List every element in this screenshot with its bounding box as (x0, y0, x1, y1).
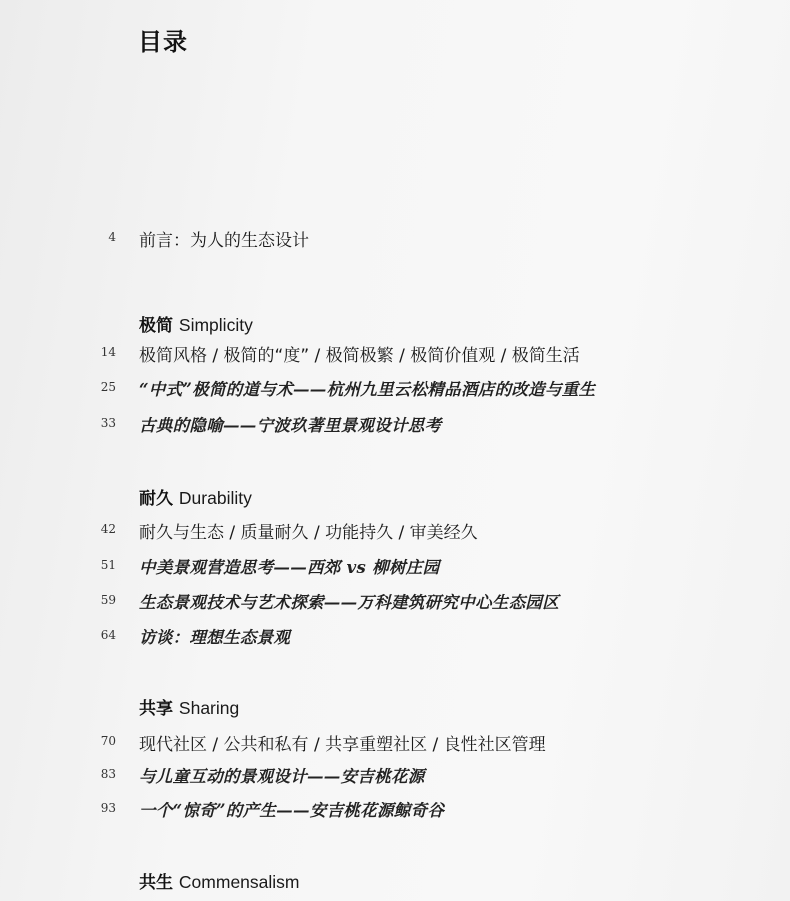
toc-entry[interactable] (0, 624, 790, 648)
entry-title: 生态景观技术与艺术探索——万科建筑研究中心生态园区 (139, 593, 559, 612)
toc-entry[interactable] (0, 376, 790, 400)
section-zh: 极简 (139, 316, 173, 336)
page-number: 51 (100, 558, 116, 572)
toc-entry[interactable] (0, 554, 790, 578)
section-heading-commensalism (139, 868, 300, 893)
toc-title: 目录 (138, 28, 188, 56)
section-zh: 共享 (139, 699, 173, 719)
toc-entry[interactable] (0, 518, 790, 542)
entry-title: 古典的隐喻——宁波玖著里景观设计思考 (139, 416, 442, 435)
entry-title: 中美景观营造思考——西郊 vs 柳树庄园 (139, 558, 440, 577)
entry-title: “中式”极简的道与术——杭州九里云松精品酒店的改造与重生 (139, 380, 596, 399)
entry-title: 现代社区 / 公共和私有 / 共享重塑社区 / 良性社区管理 (139, 735, 546, 755)
entry-title: 访谈：理想生态景观 (139, 628, 291, 647)
section-heading-durability (139, 484, 252, 509)
section-en: Commensalism (178, 872, 300, 892)
entry-title: 耐久与生态 / 质量耐久 / 功能持久 / 审美经久 (139, 523, 478, 543)
toc-entry[interactable] (0, 412, 790, 436)
entry-title: 极简风格 / 极简的“度” / 极简极繁 / 极简价值观 / 极简生活 (139, 346, 580, 366)
toc-entry[interactable] (0, 797, 790, 821)
toc-entry-preface[interactable] (0, 226, 790, 250)
entry-title: 前言：为人的生态设计 (139, 231, 309, 251)
entry-title: 一个“惊奇”的产生——安吉桃花源鲸奇谷 (139, 801, 445, 820)
section-en: Durability (178, 488, 252, 508)
page-number: 4 (108, 230, 116, 244)
toc-entry[interactable] (0, 341, 790, 365)
page-number: 83 (100, 767, 116, 781)
page-number: 25 (100, 380, 116, 394)
page-number: 14 (100, 345, 116, 359)
toc-entry[interactable] (0, 730, 790, 754)
page-number: 42 (100, 522, 116, 536)
section-zh: 耐久 (139, 489, 173, 509)
toc-entry[interactable] (0, 589, 790, 613)
page-number: 64 (100, 628, 116, 642)
section-zh: 共生 (139, 873, 173, 893)
toc-entry[interactable] (0, 763, 790, 787)
page-number: 33 (100, 416, 116, 430)
section-en: Sharing (178, 698, 240, 718)
entry-title: 与儿童互动的景观设计——安吉桃花源 (139, 767, 425, 786)
section-heading-sharing (139, 694, 239, 719)
page-number: 93 (100, 801, 116, 815)
section-en: Simplicity (178, 315, 253, 335)
page-number: 59 (100, 593, 116, 607)
page-number: 70 (100, 734, 116, 748)
section-heading-simplicity (139, 311, 253, 336)
